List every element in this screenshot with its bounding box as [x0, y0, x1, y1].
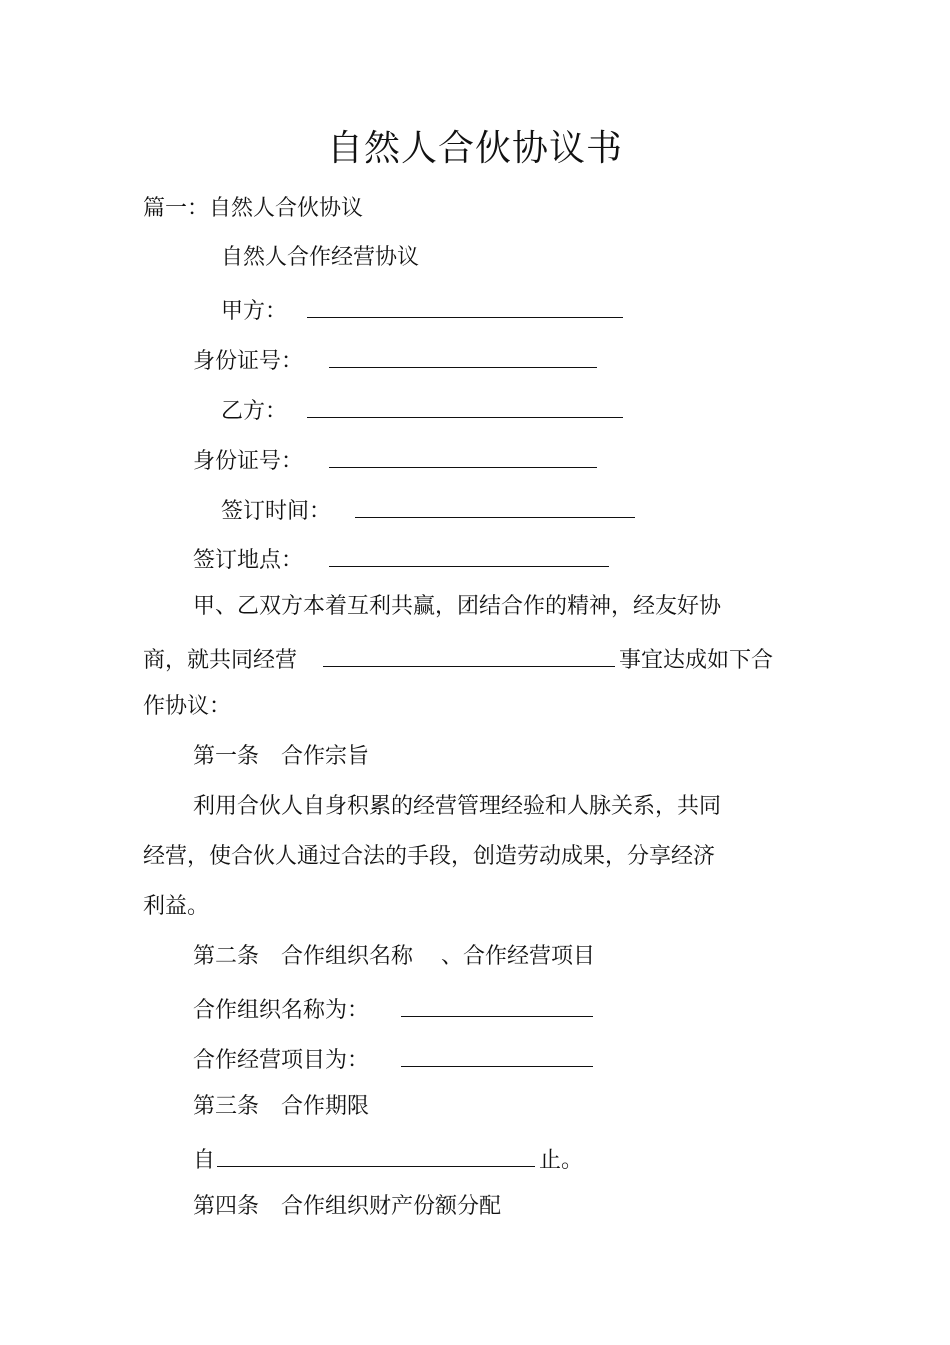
sign-place-blank: [329, 542, 609, 567]
project-label: 合作经营项目为：: [193, 1048, 370, 1073]
section-heading: 篇一：自然人合伙协议: [143, 196, 364, 221]
sign-time-blank: [355, 493, 635, 518]
party-b-row: [221, 393, 623, 427]
article-1-line-3: 利益。: [143, 894, 210, 919]
article-1-line-1: 利用合伙人自身积累的经营管理经验和人脉关系，共同: [193, 794, 722, 819]
term-to: 止。: [539, 1148, 584, 1173]
business-blank: [323, 642, 615, 667]
article-2-heading: [193, 942, 595, 972]
org-name-blank: [401, 992, 593, 1017]
sign-place-row: [193, 542, 609, 576]
term-row: [193, 1142, 583, 1176]
document-title: 自然人合伙协议书: [326, 128, 623, 169]
sign-time-label: 签订时间：: [221, 499, 332, 524]
party-a-row: [221, 293, 623, 327]
id-b-row: [193, 443, 597, 477]
article-1-line-2: 经营，使合伙人通过合法的手段，创造劳动成果，分享经济: [143, 844, 716, 869]
intro-line-2-start: 商，就共同经营: [143, 648, 298, 673]
intro-line-3: 作协议：: [143, 694, 232, 719]
intro-line-2: [143, 642, 773, 676]
term-blank: [217, 1142, 535, 1167]
article-1-heading: 第一条 合作宗旨: [193, 744, 370, 769]
term-from: 自: [193, 1148, 216, 1173]
article-3-heading: 第三条 合作期限: [193, 1094, 370, 1119]
id-a-label: 身份证号：: [193, 349, 304, 374]
party-a-blank: [307, 293, 623, 318]
intro-line-1: 甲、乙双方本着互利共赢，团结合作的精神，经友好协: [193, 594, 722, 619]
id-b-blank: [329, 443, 597, 468]
org-name-row: [193, 992, 593, 1026]
party-b-blank: [307, 393, 623, 418]
party-b-label: 乙方：: [221, 399, 288, 424]
sign-place-label: 签订地点：: [193, 548, 304, 573]
id-a-blank: [329, 343, 597, 368]
subtitle: 自然人合作经营协议: [221, 245, 420, 270]
intro-line-2-end: 事宜达成如下合: [619, 648, 774, 673]
id-b-label: 身份证号：: [193, 449, 304, 474]
project-blank: [401, 1042, 593, 1067]
id-a-row: [193, 343, 597, 377]
project-row: [193, 1042, 593, 1076]
sign-time-row: [221, 493, 635, 527]
article-4-heading: 第四条 合作组织财产份额分配: [193, 1194, 502, 1219]
party-a-label: 甲方：: [221, 299, 288, 324]
org-name-label: 合作组织名称为：: [193, 998, 370, 1023]
article-2-heading-part-1: 第二条 合作组织名称: [193, 944, 414, 969]
article-2-heading-part-2: 、合作经营项目: [441, 944, 596, 969]
